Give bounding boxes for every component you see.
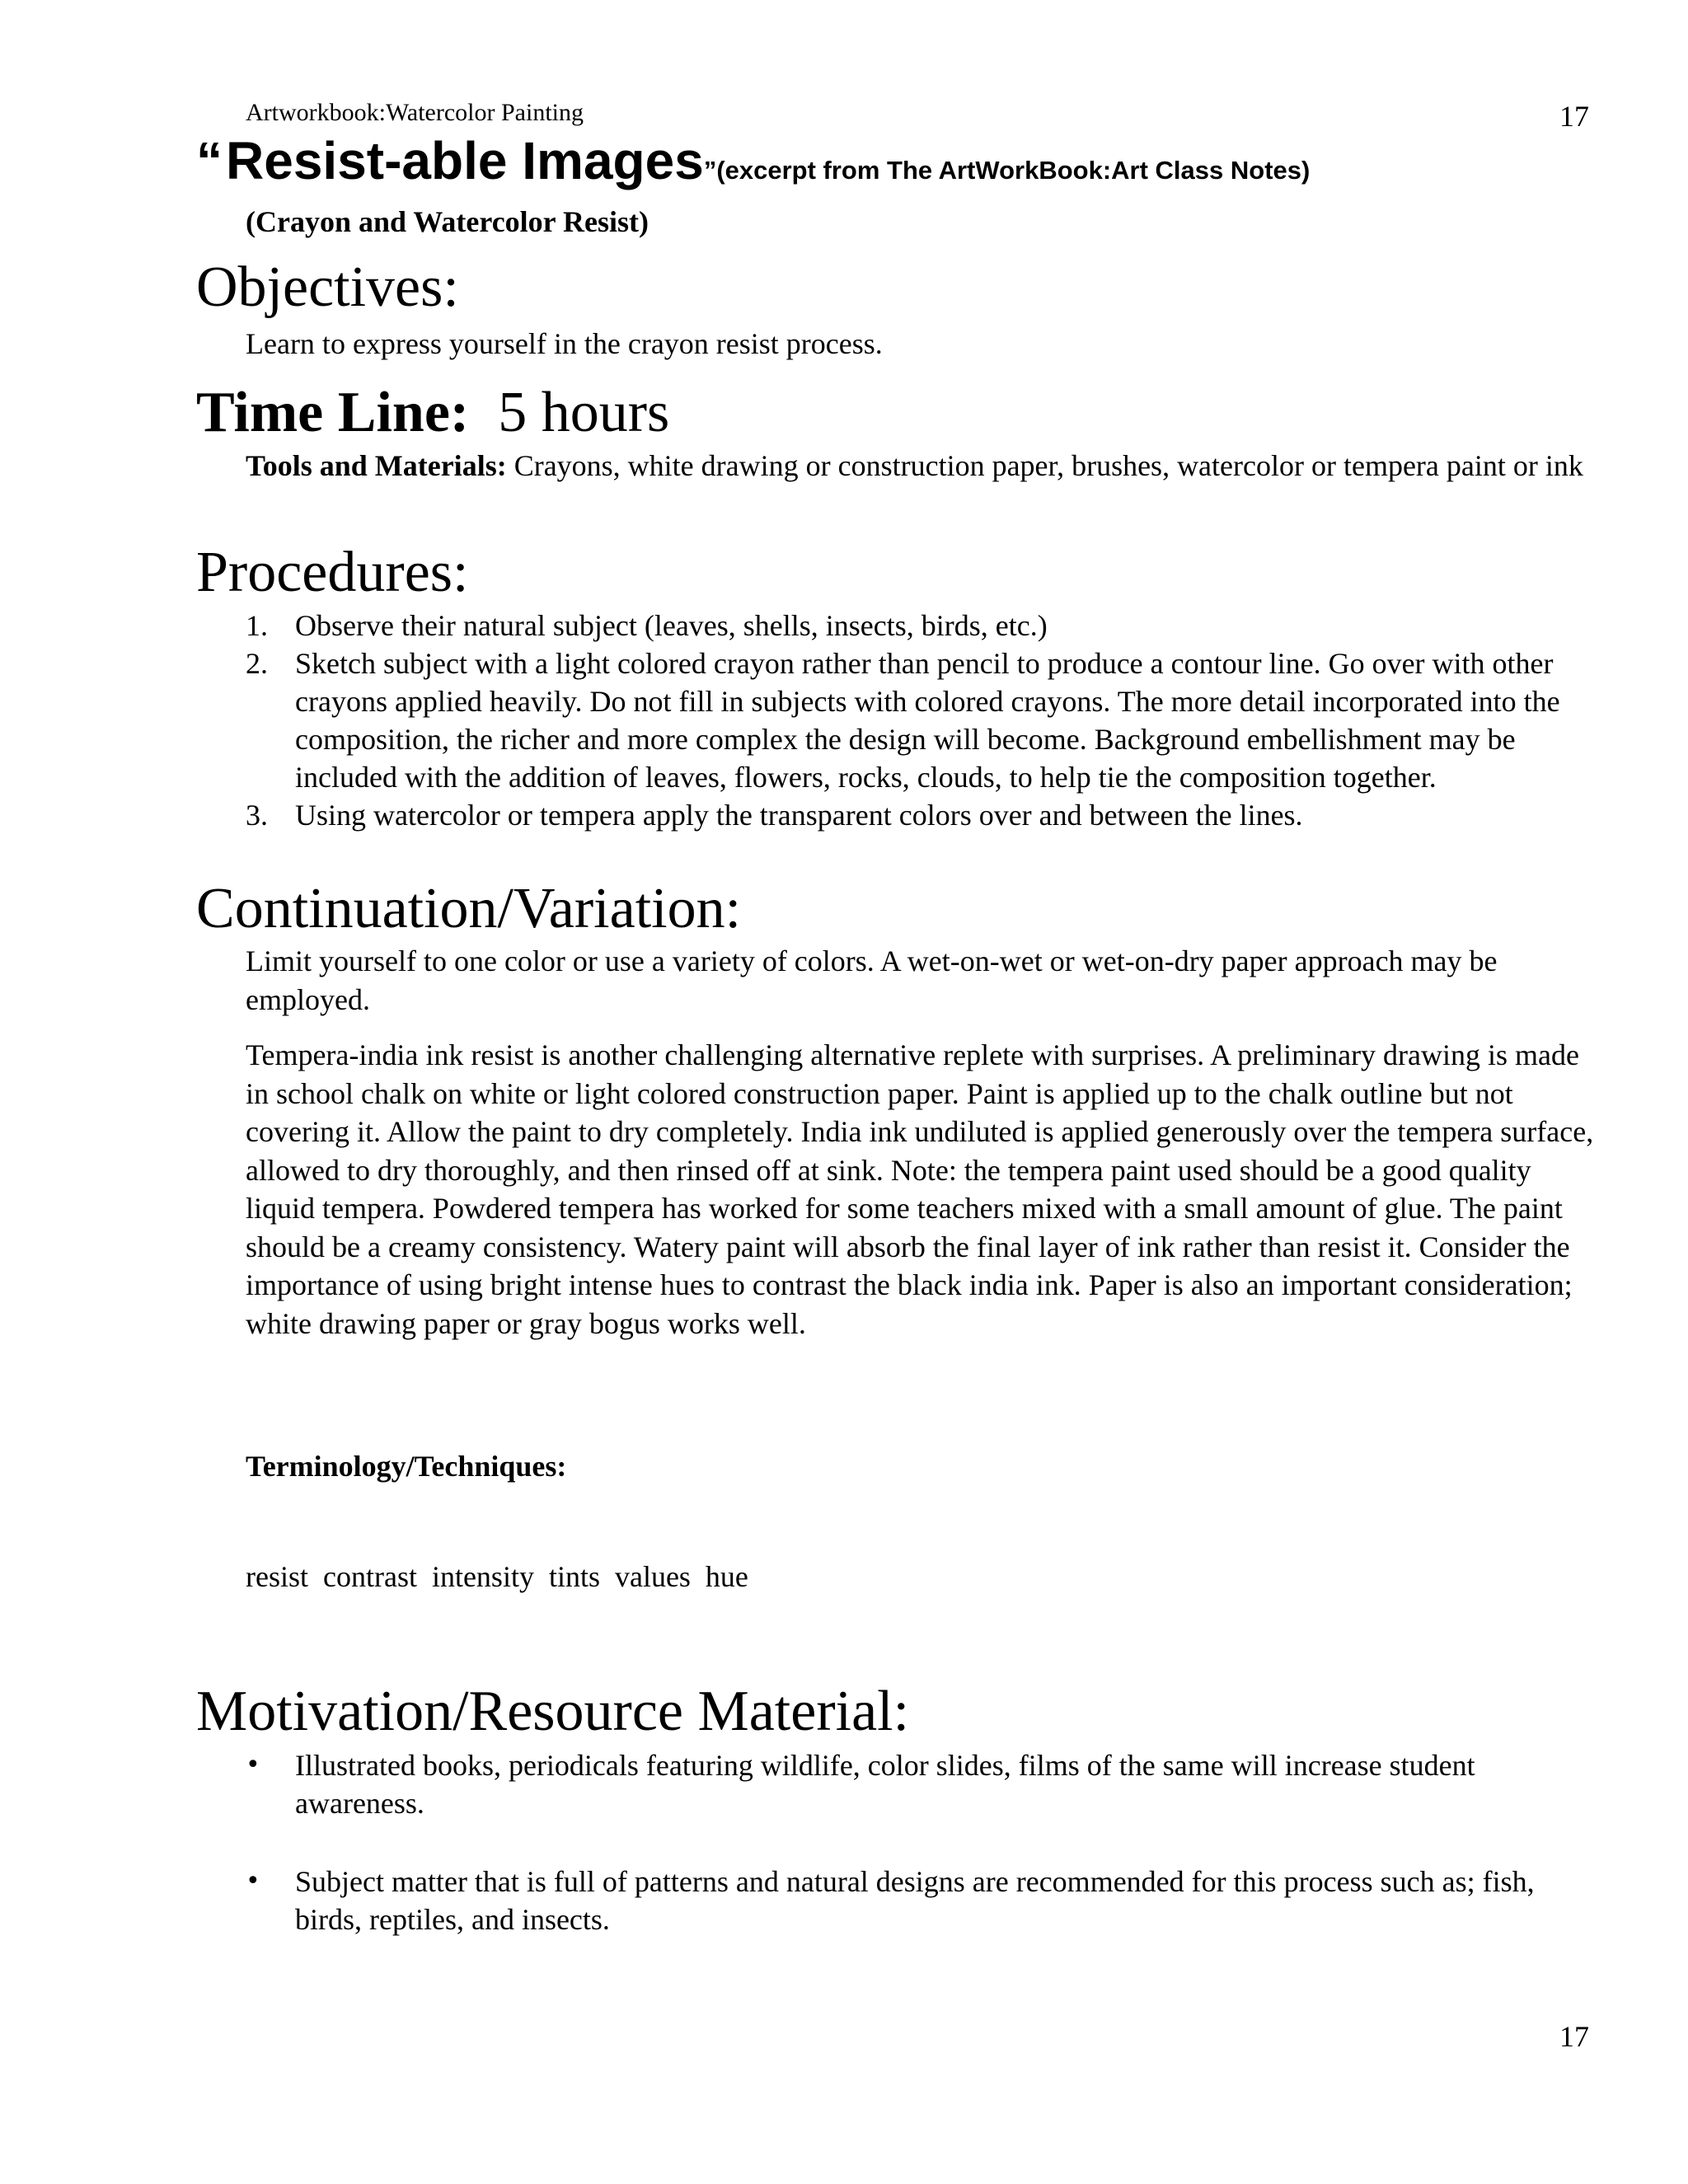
terminology-heading (246, 1447, 1597, 1486)
list-number: 3. (246, 799, 268, 832)
continuation-para-2: Tempera-india ink resist is another challenging alternative replete with surprises. A preliminary drawing is made in school chalk on white or light colored construction paper. Paint is applied up to the chalk outline but not covering it. Allow the paint to dry completely. India ink undiluted is applied generously over the tempera surface, allowed to dry thoroughly, and then rinsed off at sink. Note: the tempera paint used should be a good quality liquid tempera. Powdered tempera has worked for some teachers mixed with a small amount of glue. The paint should be a creamy consistency. Watery paint will absorb the final layer of ink rather than resist it. Consider the importance of using bright intense hues to contrast the black india ink. Paper is also an important consideration; white drawing paper or gray bogus works well. (246, 1038, 1594, 1340)
tools-label: Tools and Materials: (246, 449, 507, 482)
objectives-heading: Objectives: (196, 255, 459, 319)
list-text: Observe their natural subject (leaves, shells, insects, birds, etc.) (295, 609, 1048, 642)
objectives-text: Learn to express yourself in the crayon resist process. (246, 327, 883, 360)
terminology-terms: resist contrast intensity tints values hue (246, 1560, 748, 1593)
list-item (246, 1863, 1597, 1938)
page-number-bottom: 17 (1559, 2020, 1589, 2053)
list-number: 1. (246, 609, 268, 642)
bullet-icon: • (246, 1750, 260, 1779)
tools-materials (246, 447, 1597, 485)
running-header: Artworkbook:Watercolor Painting (246, 99, 584, 126)
list-item (246, 1746, 1597, 1822)
list-text: Using watercolor or tempera apply the transparent colors over and between the lines. (295, 799, 1303, 832)
timeline-heading (196, 381, 669, 444)
procedures-heading: Procedures: (196, 541, 469, 604)
procedures-list (246, 607, 1597, 834)
page-number-top: 17 (1559, 100, 1589, 133)
title-open-quote: “ (196, 131, 223, 190)
timeline-value: 5 hours (498, 381, 670, 444)
motivation-heading: Motivation/Resource Material: (196, 1680, 910, 1743)
page-subtitle: (Crayon and Watercolor Resist) (246, 205, 649, 238)
title-excerpt: ”(excerpt from The ArtWorkBook:Art Class Notes) (703, 156, 1311, 185)
list-text: Illustrated books, periodicals featuring wildlife, color slides, films of the same will increase student awareness. (295, 1749, 1475, 1820)
bullet-icon: • (246, 1867, 260, 1896)
continuation-para-1: Limit yourself to one color or use a variety of colors. A wet-on-wet or wet-on-dry paper approach may be employed. (246, 944, 1498, 1016)
list-item (246, 607, 1597, 644)
list-text: Sketch subject with a light colored crayon rather than pencil to produce a contour line. Go over with other crayons applied heavily. Do not fill in subjects with colored crayons. The more detail incorporated into the composition, the richer and more complex the design will become. Background embellishment may be included with the addition of leaves, flowers, rocks, clouds, to help tie the composition together. (295, 647, 1560, 794)
list-text: Subject matter that is full of patterns and natural designs are recommended for this process such as; fish, birds, reptiles, and insects. (295, 1865, 1535, 1936)
list-number: 2. (246, 647, 268, 680)
page-title (196, 130, 1310, 191)
list-item (246, 644, 1597, 796)
tools-text: Crayons, white drawing or construction paper, brushes, watercolor or tempera paint or ink (513, 449, 1583, 482)
list-item (246, 796, 1597, 834)
terminology-label: Terminology/Techniques: (246, 1450, 567, 1483)
continuation-heading: Continuation/Variation: (196, 877, 742, 940)
timeline-label: Time Line: (196, 381, 470, 444)
title-main: Resist-able Images (226, 131, 704, 190)
